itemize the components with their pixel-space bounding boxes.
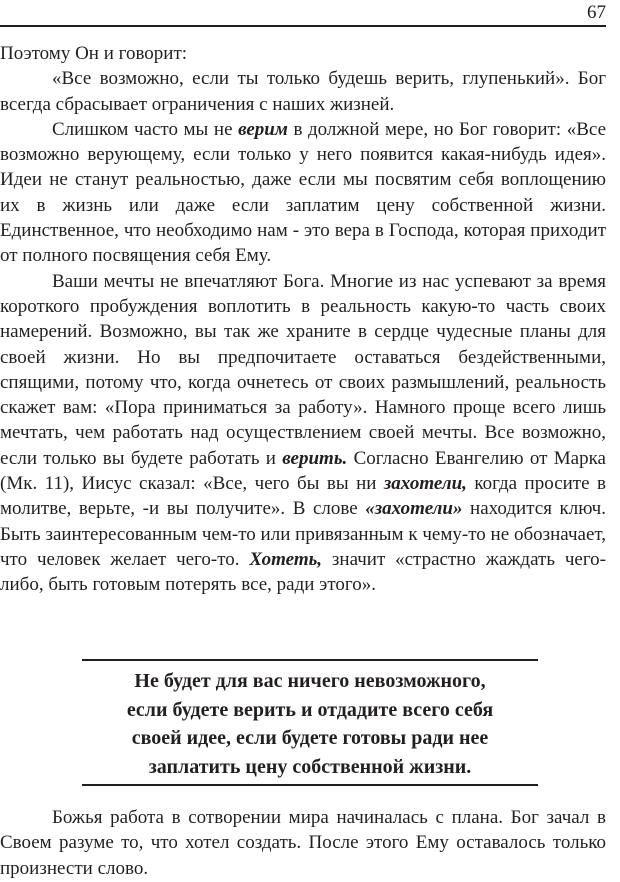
emphasis-zahoteli-quoted: «захотели»	[365, 498, 463, 520]
closing-text	[0, 805, 606, 881]
pull-quote-line-4: заплатить цену собственной жизни.	[148, 755, 472, 778]
paragraph-4-text-d: находится ключ. Быть заинтересованным чем-то или привязанным к чему-то не обозначает, что человек желает чего-то.	[0, 498, 606, 570]
paragraph-4-text-b: Согласно Евангелию от Марка (Мк. 11), Иисус сказал: «Все, чего бы вы ни	[0, 447, 606, 495]
emphasis-zahoteli: захотели,	[383, 473, 467, 495]
paragraph-3-text-b: в должной мере, но Бог говорит: «Все возможно верующему, если только у него появится какая-нибудь идея». Идеи не станут реальностью, даже если мы посвятим себя воплощению их в жизнь или даже если заплатим цену собственной жизни. Единственное, что необходимо нам - это вера в Господа, которая приходит от полного посвящения себя Ему.	[0, 118, 606, 267]
paragraph-4	[0, 269, 606, 598]
pull-quote	[82, 659, 538, 786]
paragraph-4-text-c: когда просите в молитве, верьте, -и вы получите». В слове	[0, 473, 606, 520]
header-rule	[0, 25, 606, 27]
pull-quote-line-2: если будете верить и отдадите всего себя	[126, 698, 494, 721]
paragraph-4-text-e: значит «страстно жаждать чего-либо, быть готовым потерять все, ради этого».	[0, 548, 606, 596]
body-text	[0, 41, 606, 598]
paragraph-3-text-a: Слишком часто мы не	[52, 118, 239, 140]
emphasis-verim: верим	[238, 118, 288, 140]
closing-paragraph: Божья работа в сотворении мира начиналась с плана. Бог зачал в Своем разуме то, что хотел создать. После этого Ему оставалось только произнести слово.	[0, 807, 606, 879]
emphasis-verit: верить.	[282, 447, 348, 469]
paragraph-3	[0, 117, 606, 269]
emphasis-hotet: Хотеть,	[249, 548, 323, 570]
paragraph-1: Поэтому Он и говорит:	[0, 43, 188, 64]
page-number: 67	[587, 2, 606, 23]
paragraph-4-text-a: Ваши мечты не впечатляют Бога. Многие из нас успевают за время короткого пробуждения воплотить в реальность какую-то часть своих намерений. Возможно, вы так же храните в сердце чудесные планы для своей жизни. Но вы предпочитаете оставаться бездейственными, спящими, потому что, когда очнетесь от своих размышлений, реальность скажет вам: «Пора приниматься за работу». Намного проще всего лишь мечтать, чем работать над осуществлением своей мечты. Все возможно, если только вы будете работать и	[0, 270, 606, 469]
paragraph-2: «Все возможно, если ты только будешь верить, глупенький». Бог всегда сбрасывает ограничения с наших жизней.	[0, 68, 606, 115]
pull-quote-line-3: своей идее, если будете готовы ради нее	[131, 727, 489, 749]
pull-quote-line-1: Не будет для вас ничего невозможного,	[134, 670, 486, 692]
